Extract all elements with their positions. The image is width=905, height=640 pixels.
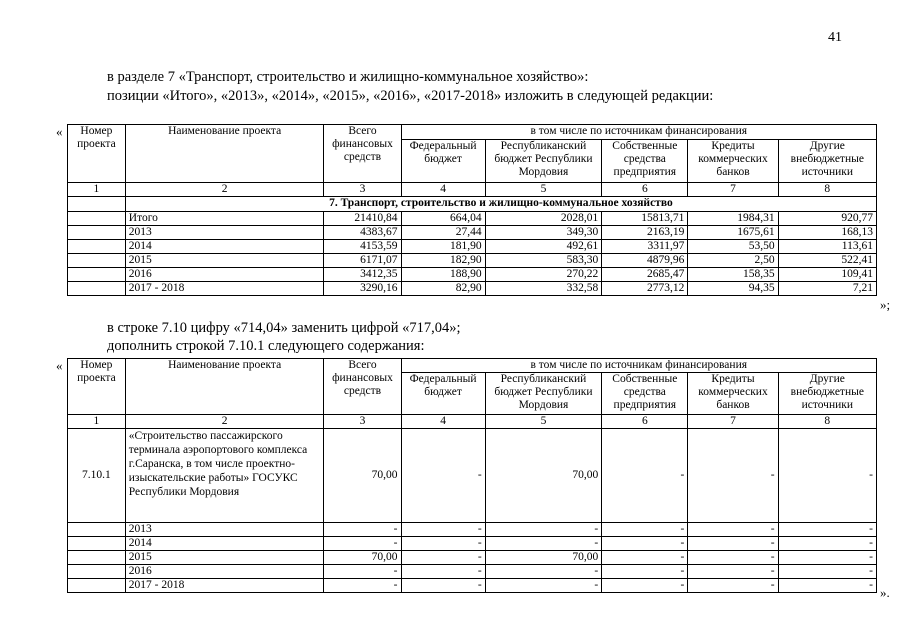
project-other: -: [778, 429, 876, 523]
index-cell: 1: [68, 183, 126, 197]
table1-open-quote: «: [56, 124, 63, 139]
row-own: 15813,71: [602, 212, 688, 226]
row-total: 4383,67: [324, 226, 401, 240]
project-name: «Строительство пассажирского терминала аэропортового комплекса г.Саранска, в том числе проектно-изыскательские работы» ГОСУКС Республики Мордовия: [125, 429, 324, 523]
header-number: Номер проекта: [68, 359, 126, 415]
row-number: [68, 551, 126, 565]
row-other: 109,41: [778, 268, 876, 282]
row-number: [68, 268, 126, 282]
header-other: Другие внебюджетные источники: [778, 373, 876, 415]
table-transport-summary: [67, 124, 877, 296]
intro-line-1: в разделе 7 «Транспорт, строительство и жилищно-коммунальное хозяйство»:: [107, 69, 589, 85]
table-row: [68, 579, 877, 593]
index-cell: 3: [324, 183, 401, 197]
row-other: 168,13: [778, 226, 876, 240]
section-number-cell: [68, 197, 126, 212]
header-republic: Республиканский бюджет Республики Мордовия: [485, 140, 602, 183]
header-credits: Кредиты коммерческих банков: [688, 140, 778, 183]
row-number: [68, 240, 126, 254]
row-own: -: [602, 579, 688, 593]
index-cell: 6: [602, 183, 688, 197]
row-name: 2013: [125, 226, 324, 240]
row-federal: -: [401, 565, 485, 579]
row-name: 2016: [125, 565, 324, 579]
row-credits: 158,35: [688, 268, 778, 282]
row-federal: -: [401, 537, 485, 551]
row-other: 522,41: [778, 254, 876, 268]
row-number: [68, 537, 126, 551]
index-cell: 2: [125, 183, 324, 197]
row-number: [68, 579, 126, 593]
row-total: 3290,16: [324, 282, 401, 296]
row-total: -: [324, 523, 401, 537]
row-total: 6171,07: [324, 254, 401, 268]
row-name: 2016: [125, 268, 324, 282]
header-other: Другие внебюджетные источники: [778, 140, 876, 183]
row-other: -: [778, 579, 876, 593]
row-name: 2017 - 2018: [125, 282, 324, 296]
project-number: 7.10.1: [68, 429, 126, 523]
row-total: 4153,59: [324, 240, 401, 254]
index-cell: 3: [324, 415, 401, 429]
project-federal: -: [401, 429, 485, 523]
row-republic: -: [485, 579, 602, 593]
row-republic: 70,00: [485, 551, 602, 565]
row-name: 2013: [125, 523, 324, 537]
row-credits: 2,50: [688, 254, 778, 268]
row-federal: 188,90: [401, 268, 485, 282]
index-cell: 2: [125, 415, 324, 429]
table-row: [68, 268, 877, 282]
table1-close-quote: »;: [880, 297, 891, 312]
header-number: Номер проекта: [68, 125, 126, 183]
row-republic: 349,30: [485, 226, 602, 240]
row-own: -: [602, 565, 688, 579]
row-other: 113,61: [778, 240, 876, 254]
row-republic: 2028,01: [485, 212, 602, 226]
row-credits: -: [688, 551, 778, 565]
row-federal: -: [401, 551, 485, 565]
index-cell: 1: [68, 415, 126, 429]
row-credits: -: [688, 565, 778, 579]
header-federal: Федеральный бюджет: [401, 373, 485, 415]
row-own: 4879,96: [602, 254, 688, 268]
row-federal: 182,90: [401, 254, 485, 268]
table-row: [68, 551, 877, 565]
table2-close-quote: ».: [880, 585, 890, 600]
row-other: -: [778, 551, 876, 565]
index-cell: 8: [778, 415, 876, 429]
index-cell: 5: [485, 415, 602, 429]
row-name: 2017 - 2018: [125, 579, 324, 593]
index-row: [68, 415, 877, 429]
row-total: -: [324, 537, 401, 551]
table-row: [68, 254, 877, 268]
header-own: Собственные средства предприятия: [602, 140, 688, 183]
index-cell: 6: [602, 415, 688, 429]
row-credits: -: [688, 523, 778, 537]
row-total: -: [324, 579, 401, 593]
row-federal: 27,44: [401, 226, 485, 240]
row-other: 7,21: [778, 282, 876, 296]
header-total: Всего финансовых средств: [324, 359, 401, 415]
header-sources-group: в том числе по источникам финансирования: [401, 125, 876, 140]
row-name: 2014: [125, 537, 324, 551]
row-name: 2014: [125, 240, 324, 254]
project-row: [68, 429, 877, 523]
row-total: 3412,35: [324, 268, 401, 282]
row-federal: 181,90: [401, 240, 485, 254]
row-republic: 270,22: [485, 268, 602, 282]
section-title: 7. Транспорт, строительство и жилищно-коммунальное хозяйство: [125, 197, 876, 212]
row-number: [68, 254, 126, 268]
row-own: -: [602, 551, 688, 565]
row-other: -: [778, 537, 876, 551]
row-own: 2163,19: [602, 226, 688, 240]
mid-text-line-1: в строке 7.10 цифру «714,04» заменить цифрой «717,04»;: [107, 320, 461, 336]
header-sources-group: в том числе по источникам финансирования: [401, 359, 876, 373]
table-row: [68, 212, 877, 226]
page-number: 41: [828, 30, 842, 45]
row-total: 21410,84: [324, 212, 401, 226]
index-cell: 7: [688, 183, 778, 197]
row-number: [68, 212, 126, 226]
project-total: 70,00: [324, 429, 401, 523]
header-total: Всего финансовых средств: [324, 125, 401, 183]
row-republic: 332,58: [485, 282, 602, 296]
row-federal: -: [401, 579, 485, 593]
row-name: 2015: [125, 254, 324, 268]
table-row: [68, 537, 877, 551]
index-cell: 8: [778, 183, 876, 197]
row-own: -: [602, 523, 688, 537]
row-own: -: [602, 537, 688, 551]
row-number: [68, 226, 126, 240]
row-credits: 94,35: [688, 282, 778, 296]
row-federal: -: [401, 523, 485, 537]
header-name: Наименование проекта: [125, 359, 324, 415]
row-republic: -: [485, 537, 602, 551]
row-republic: 492,61: [485, 240, 602, 254]
row-name: 2015: [125, 551, 324, 565]
row-federal: 664,04: [401, 212, 485, 226]
index-row: [68, 183, 877, 197]
table2-open-quote: «: [56, 358, 63, 373]
project-own: -: [602, 429, 688, 523]
row-own: 2685,47: [602, 268, 688, 282]
table-row: [68, 240, 877, 254]
row-own: 2773,12: [602, 282, 688, 296]
table-row: [68, 523, 877, 537]
index-cell: 4: [401, 183, 485, 197]
row-total: 70,00: [324, 551, 401, 565]
row-total: -: [324, 565, 401, 579]
row-republic: -: [485, 565, 602, 579]
mid-text-line-2: дополнить строкой 7.10.1 следующего содержания:: [107, 338, 425, 354]
header-republic: Республиканский бюджет Республики Мордовия: [485, 373, 602, 415]
project-republic: 70,00: [485, 429, 602, 523]
table-project-7-10-1: [67, 358, 877, 593]
row-name: Итого: [125, 212, 324, 226]
index-cell: 4: [401, 415, 485, 429]
row-number: [68, 565, 126, 579]
row-credits: 1675,61: [688, 226, 778, 240]
header-federal: Федеральный бюджет: [401, 140, 485, 183]
intro-line-2: позиции «Итого», «2013», «2014», «2015», «2016», «2017-2018» изложить в следующей редакции:: [107, 88, 714, 104]
table-row: [68, 226, 877, 240]
index-cell: 7: [688, 415, 778, 429]
row-credits: -: [688, 537, 778, 551]
row-number: [68, 282, 126, 296]
header-credits: Кредиты коммерческих банков: [688, 373, 778, 415]
row-republic: -: [485, 523, 602, 537]
row-other: -: [778, 523, 876, 537]
row-number: [68, 523, 126, 537]
header-own: Собственные средства предприятия: [602, 373, 688, 415]
project-credits: -: [688, 429, 778, 523]
row-credits: 53,50: [688, 240, 778, 254]
row-own: 3311,97: [602, 240, 688, 254]
row-credits: 1984,31: [688, 212, 778, 226]
table-row: [68, 565, 877, 579]
row-credits: -: [688, 579, 778, 593]
row-federal: 82,90: [401, 282, 485, 296]
row-other: 920,77: [778, 212, 876, 226]
header-name: Наименование проекта: [125, 125, 324, 183]
row-republic: 583,30: [485, 254, 602, 268]
table-row: [68, 282, 877, 296]
row-other: -: [778, 565, 876, 579]
index-cell: 5: [485, 183, 602, 197]
